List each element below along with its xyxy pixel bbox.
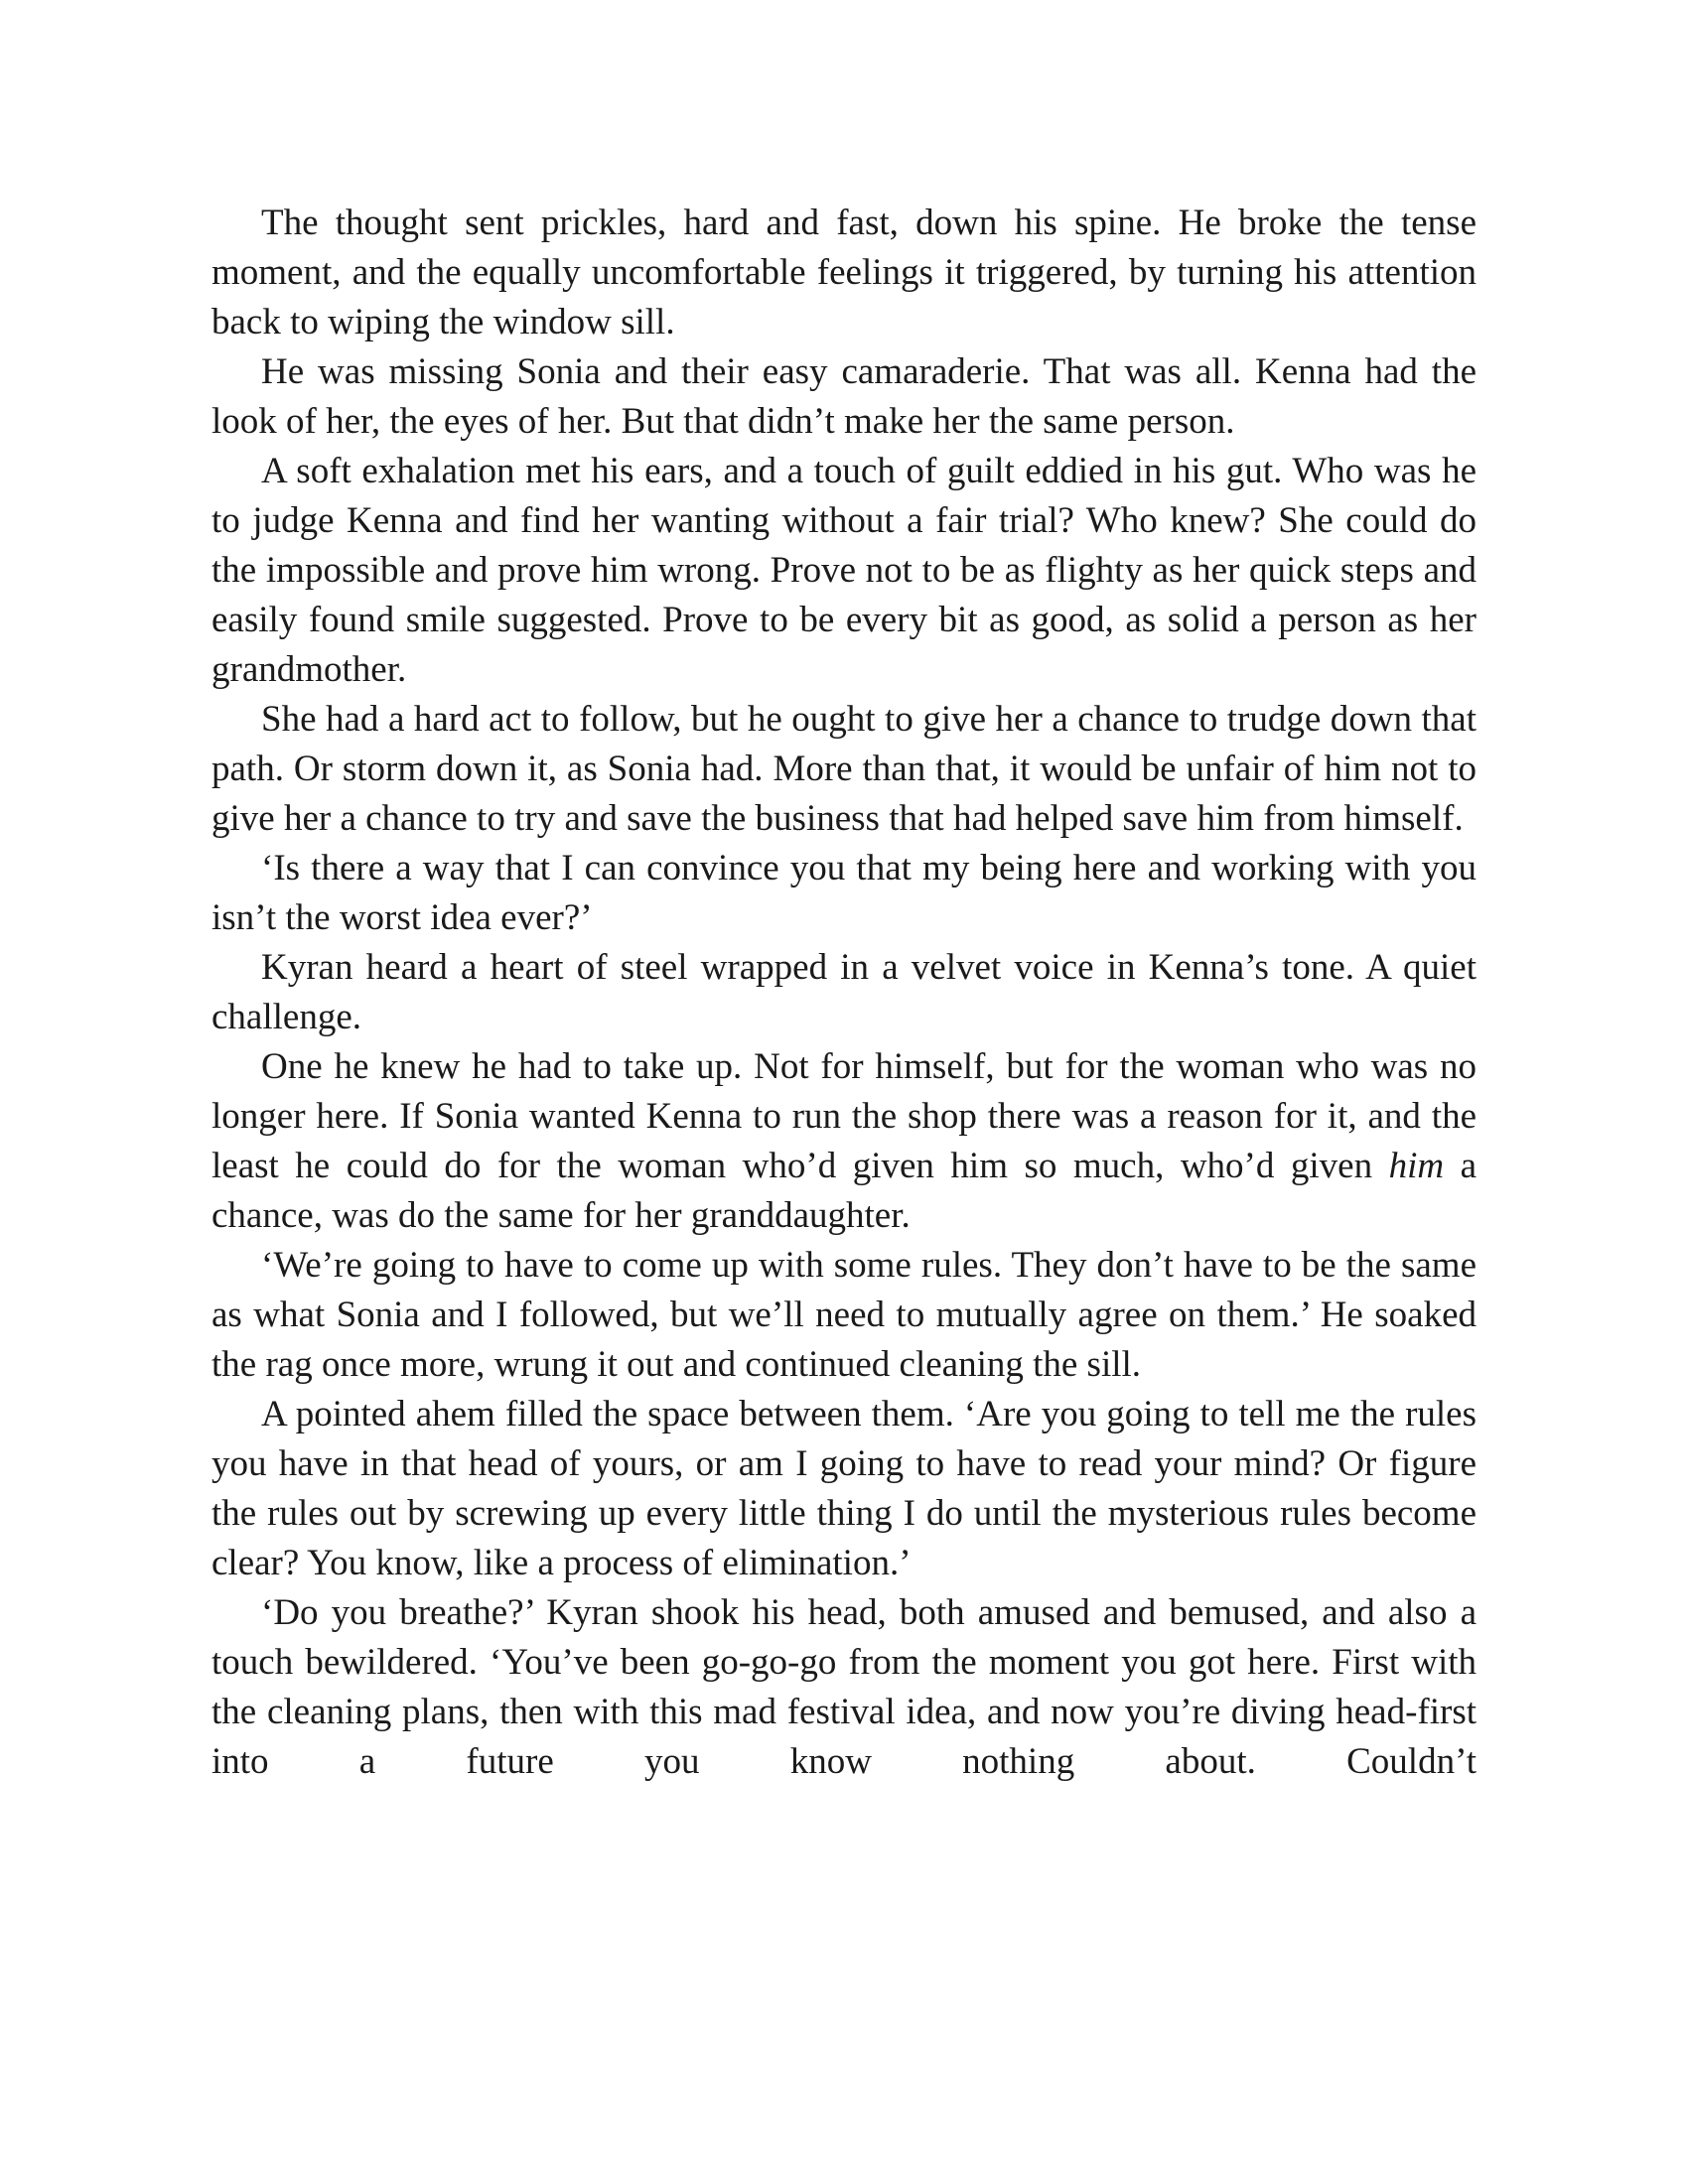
paragraph: ‘We’re going to have to come up with some rules. They don’t have to be the same as what Sonia and I followed, but we’ll need to mutually agree on them.’ He soaked the rag once more, wrung it out and continued cleaning the sill.: [211, 1245, 1477, 1385]
paragraph: He was missing Sonia and their easy camaraderie. That was all. Kenna had the look of her, the eyes of her. But that didn’t make her the same person.: [211, 351, 1477, 442]
paragraph: Kyran heard a heart of steel wrapped in a velvet voice in Kenna’s tone. A quiet challenge.: [211, 947, 1477, 1037]
paragraph-text: One he knew he had to take up. Not for himself, but for the woman who was no longer here. If Sonia wanted Kenna to run the shop there was a reason for it, and the least he could do for the woman who’d given him so much, who’d given: [211, 1046, 1477, 1186]
paragraph: ‘Do you breathe?’ Kyran shook his head, both amused and bemused, and also a touch bewildered. ‘You’ve been go-go-go from the moment you got here. First with the cleaning plans, then with this mad festival idea, and now you’re diving head-first into a future you know nothing about. Couldn’t: [211, 1592, 1477, 1782]
paragraph: [211, 1042, 1477, 1241]
page-body-text: [211, 199, 1477, 1787]
paragraph: She had a hard act to follow, but he ought to give her a chance to trudge down that path. Or storm down it, as Sonia had. More than that, it would be unfair of him not to give her a chance to try and save the business that had helped save him from himself.: [211, 699, 1477, 839]
paragraph: ‘Is there a way that I can convince you that my being here and working with you isn’t the worst idea ever?’: [211, 848, 1477, 938]
paragraph: A pointed ahem filled the space between them. ‘Are you going to tell me the rules you have in that head of yours, or am I going to have to read your mind? Or figure the rules out by screwing up every little thing I do until the mysterious rules become clear? You know, like a process of elimination.’: [211, 1394, 1477, 1583]
paragraph-text: a chance, was do the same for her granddaughter.: [211, 1146, 1477, 1236]
paragraph: A soft exhalation met his ears, and a touch of guilt eddied in his gut. Who was he to judge Kenna and find her wanting without a fair trial? Who knew? She could do the impossible and prove him wrong. Prove not to be as flighty as her quick steps and easily found smile suggested. Prove to be every bit as good, as solid a person as her grandmother.: [211, 451, 1477, 690]
paragraph: The thought sent prickles, hard and fast, down his spine. He broke the tense moment, and the equally uncomfortable feelings it triggered, by turning his attention back to wiping the window sill.: [211, 203, 1477, 342]
emphasized-word: him: [1388, 1146, 1445, 1186]
